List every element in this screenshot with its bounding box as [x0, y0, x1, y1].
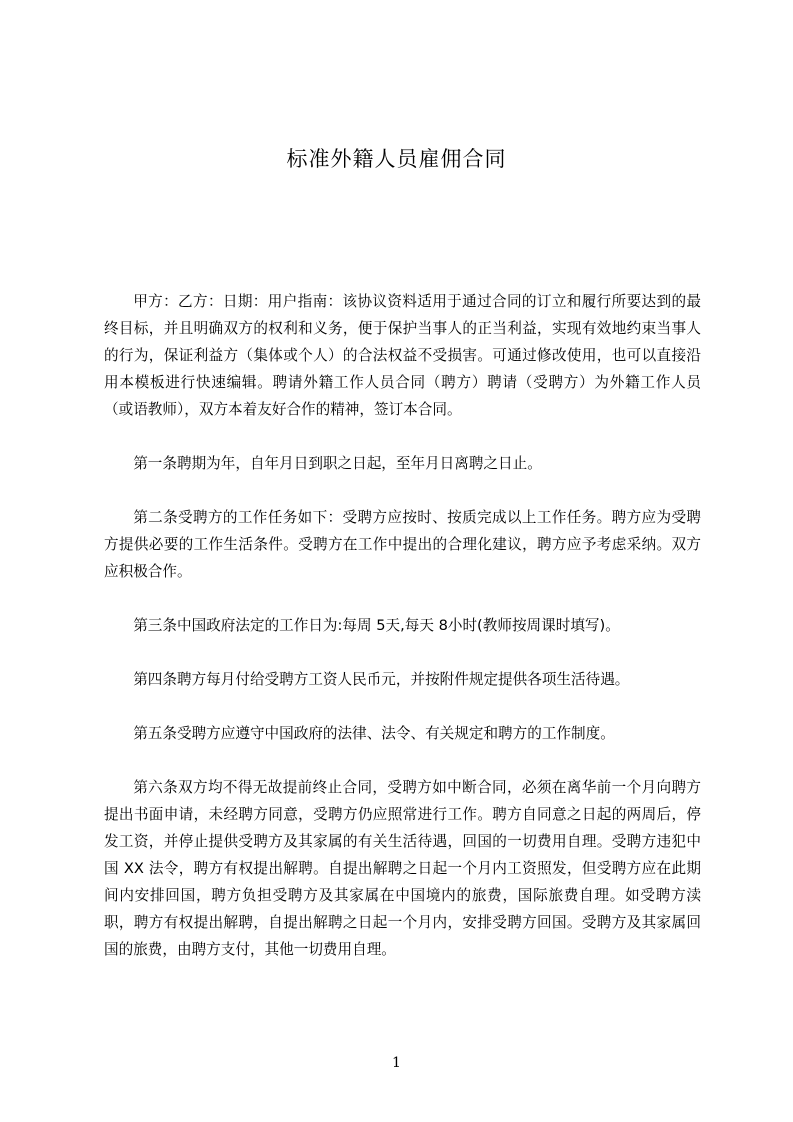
document-title: 标准外籍人员雇佣合同 — [286, 147, 507, 171]
article-5-paragraph: 第五条受聘方应遵守中国政府的法律、法令、有关规定和聘方的工作制度。 — [133, 725, 615, 742]
article-4-paragraph: 第四条聘方每月付给受聘方工资人民币元，并按附件规定提供各项生活待遇。 — [133, 671, 630, 688]
page-number: 1 — [392, 1055, 401, 1071]
article-6-paragraph: 第六条双方均不得无故提前终止合同，受聘方如中断合同，必须在离华前一个月向聘方提出书面申请，未经聘方同意，受聘方仍应照常进行工作。聘方自同意之日起的两周后，停发工资，并停止提供受聘方及其家属的有关生活待遇，回国的一切费用自理。受聘方违犯中国 XX 法令，聘方有权提出解聘。自提出解聘之日起一个月内工资照发，但受聘方应在此期间内安排回国，聘方负担受聘方及其家属在中国境内的旅费，国际旅费自理。如受聘方渎职，聘方有权提出解聘，自提出解聘之日起一个月内，安排受聘方回国。受聘方及其家属回国的旅费，由聘方支付，其他一切费用自理。 — [104, 779, 701, 958]
preamble-paragraph: 甲方：乙方：日期：用户指南：该协议资料适用于通过合同的订立和履行所要达到的最终目标，并且明确双方的权利和义务，便于保护当事人的正当利益，实现有效地约束当事人的行为，保证利益方（集体或个人）的合法权益不受损害。可通过修改使用，也可以直接沿用本模板进行快速编辑。聘请外籍工作人员合同（聘方）聘请（受聘方）为外籍工作人员（或语教师），双方本着友好合作的精神，签订本合同。 — [104, 293, 701, 418]
article-2-paragraph: 第二条受聘方的工作任务如下：受聘方应按时、按质完成以上工作任务。聘方应为受聘方提供必要的工作生活条件。受聘方在工作中提出的合理化建议，聘方应予考虑采纳。双方应积极合作。 — [104, 509, 701, 580]
article-1-paragraph: 第一条聘期为年，自年月日到职之日起，至年月日离聘之日止。 — [133, 455, 542, 472]
article-3-paragraph: 第三条中国政府法定的工作日为:每周 5天,每天 8小时(教师按周课时填写)。 — [133, 617, 620, 634]
